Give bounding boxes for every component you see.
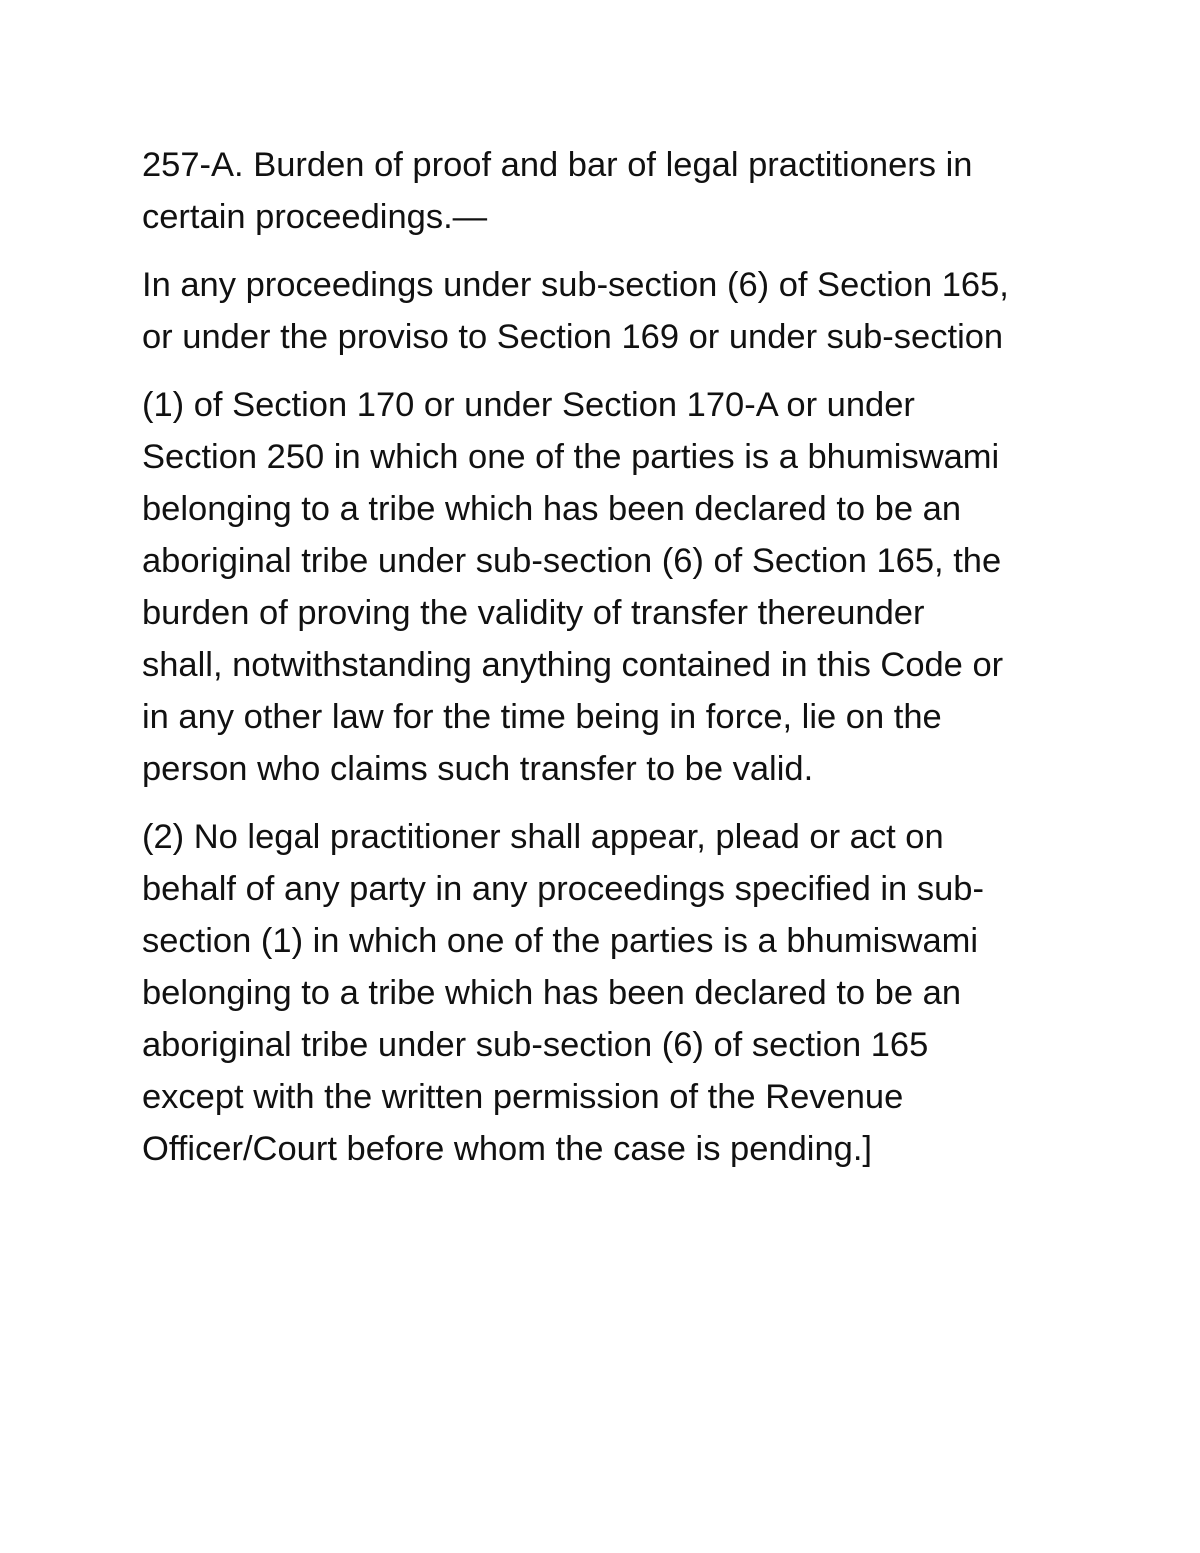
text-line: belonging to a tribe which has been declared to be an [142, 974, 962, 1012]
text-line: behalf of any party in any proceedings specified in sub- [142, 870, 984, 908]
intro-paragraph [142, 259, 1062, 363]
text-line: In any proceedings under sub-section (6) of Section 165, [142, 266, 1009, 304]
text-line: or under the proviso to Section 169 or under sub-section [142, 318, 1004, 356]
text-line: person who claims such transfer to be valid. [142, 750, 814, 788]
text-line: section (1) in which one of the parties is a bhumiswami [142, 922, 979, 960]
text-line: in any other law for the time being in force, lie on the [142, 698, 942, 736]
heading-line: 257-A. Burden of proof and bar of legal practitioners in [142, 146, 973, 184]
heading-line: certain proceedings.— [142, 198, 488, 236]
clause-2-paragraph [142, 811, 1062, 1175]
text-line: except with the written permission of the Revenue [142, 1078, 904, 1116]
text-line: aboriginal tribe under sub-section (6) of section 165 [142, 1026, 929, 1064]
document-body [142, 139, 1062, 1191]
text-line: (2) No legal practitioner shall appear, plead or act on [142, 818, 944, 856]
text-line: (1) of Section 170 or under Section 170-A or under [142, 386, 915, 424]
clause-1-paragraph [142, 379, 1062, 795]
text-line: Officer/Court before whom the case is pending.] [142, 1130, 872, 1168]
text-line: burden of proving the validity of transfer thereunder [142, 594, 925, 632]
text-line: Section 250 in which one of the parties is a bhumiswami [142, 438, 1000, 476]
section-heading [142, 139, 1062, 243]
text-line: aboriginal tribe under sub-section (6) of Section 165, the [142, 542, 1002, 580]
text-line: belonging to a tribe which has been declared to be an [142, 490, 962, 528]
text-line: shall, notwithstanding anything contained in this Code or [142, 646, 1004, 684]
